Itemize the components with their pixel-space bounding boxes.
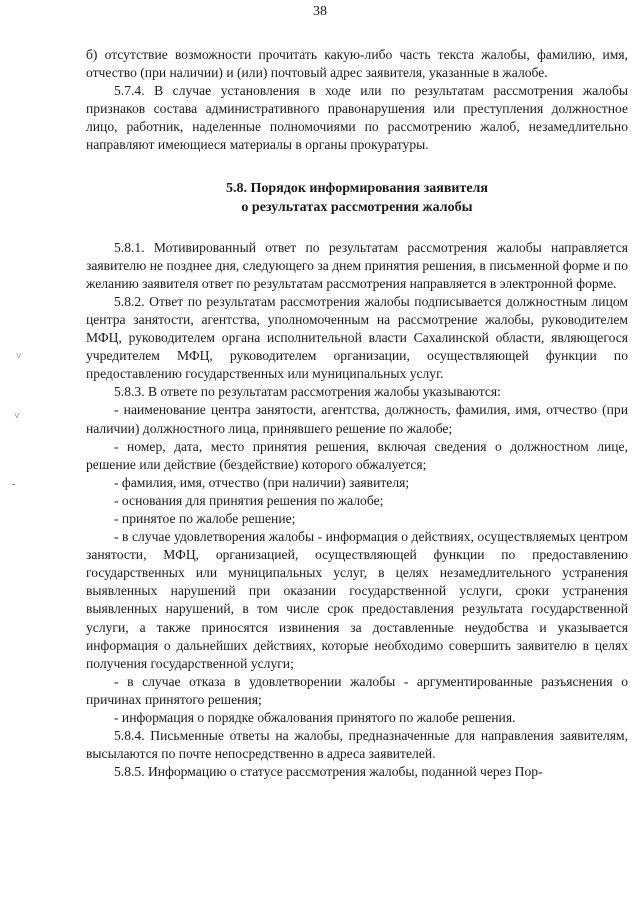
document-body — [86, 46, 628, 781]
paragraph: 5.8.5. Информацию о статусе рассмотрения жалобы, поданной через Пор- — [114, 764, 543, 780]
paragraph: 5.7.4. В случае установления в ходе или по результатам рассмотрения жалобы признаков состава административного правонарушения или преступления должностное лицо, работник, наделенные полномочиями по рассмотрению жалоб, незамедлительно направляют имеющиеся материалы в органы прокуратуры. — [86, 83, 628, 153]
list-item: - фамилия, имя, отчество (при наличии) заявителя; — [114, 474, 410, 490]
section-heading-line: 5.8. Порядок информирования заявителя — [226, 180, 488, 196]
list-item: - в случае отказа в удовлетворении жалобы - аргументированные разъяснения о причинах принятого решения; — [86, 673, 628, 707]
page-number: 38 — [313, 4, 327, 19]
section-heading-line: о результатах рассмотрения жалобы — [241, 199, 473, 215]
paragraph: 5.8.2. Ответ по результатам рассмотрения жалобы подписывается должностным лицом центра занятости, агентства, уполномоченным на рассмотрение жалобы, руководителем МФЦ, руководителем органа исполнительной власти Сахалинской области, являющегося учредителем МФЦ, руководителем организации, осуществляющей функции по предоставлению государственных или муниципальных услуг. — [86, 293, 628, 382]
scan-mark: ˅ — [16, 351, 22, 362]
list-item: - наименование центра занятости, агентства, должность, фамилия, имя, отчество (при наличии) должностного лица, принявшего решение по жалобе; — [86, 402, 628, 436]
list-item: - номер, дата, место принятия решения, включая сведения о должностном лице, решение или действие (бездействие) которого обжалуется; — [86, 438, 628, 472]
list-item: - основания для принятия решения по жалобе; — [114, 492, 384, 508]
paragraph: 5.8.3. В ответе по результатам рассмотрения жалобы указываются: — [114, 384, 501, 400]
section-heading — [86, 179, 628, 217]
list-item: - принятое по жалобе решение; — [114, 510, 296, 526]
list-item: - информация о порядке обжалования принятого по жалобе решения. — [114, 710, 516, 725]
list-item: - в случае удовлетворения жалобы - информация о действиях, осуществляемых центром занятости, МФЦ, организацией, осуществляющей функции по предоставлению государственных или муниципальных услуг, в целях незамедлительного устранения выявленных нарушений при оказании государственной услуги, сроки устранения выявленных нарушений, в том числе срок предоставления результата государственной услуги, а также приносятся извинения за доставленные неудобства и указывается информация о дальнейших действиях, которые необходимо совершить заявителю в целях получения государственной услуги; — [86, 529, 628, 671]
paragraph: 5.8.1. Мотивированный ответ по результатам рассмотрения жалобы направляется заявителю не позднее дня, следующего за днем принятия решения, в письменной форме и по желанию заявителя ответ по результатам рассмотрения направляется в электронной форме. — [86, 239, 628, 291]
paragraph: б) отсутствие возможности прочитать какую-либо часть текста жалобы, фамилию, имя, отчество (при наличии) и (или) почтовый адрес заявителя, указанные в жалобе. — [86, 47, 628, 81]
paragraph: 5.8.4. Письменные ответы на жалобы, предназначенные для направления заявителям, высылаются по почте непосредственно в адреса заявителей. — [86, 728, 628, 762]
scan-mark: - — [12, 479, 16, 490]
scan-mark: ˅ — [14, 411, 20, 422]
